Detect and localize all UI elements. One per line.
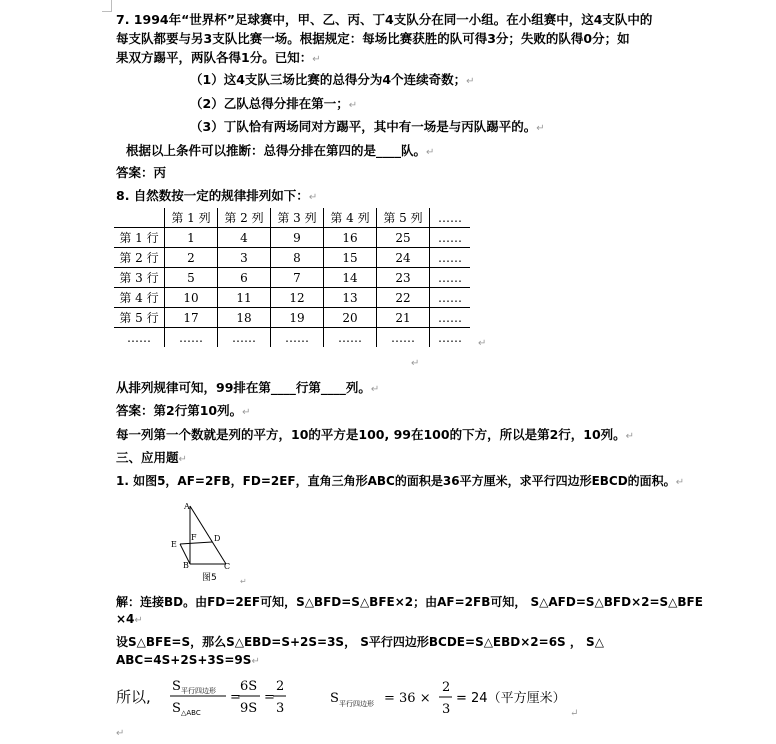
table-row-header: ……	[114, 328, 165, 348]
table-cell: ……	[324, 328, 377, 348]
paragraph-mark: ↵	[308, 192, 318, 203]
table-cell: 24	[377, 248, 430, 268]
q7-line2: 每支队都要与另3支队比赛一场。根据规定：每场比赛获胜的队可得3分；失败的队得0分；如	[116, 31, 630, 46]
figure-label-a: A	[184, 502, 190, 511]
paragraph-mark: ↵	[312, 54, 321, 65]
paragraph-mark: ↵	[370, 384, 380, 395]
table-cell: 5	[165, 268, 218, 288]
table-cell: ……	[430, 328, 471, 348]
section-heading: 三、应用题↵	[116, 450, 187, 465]
figure-label-b: B	[183, 561, 189, 570]
solution-line-1: 解：连接BD。由FD=2EF可知，S△BFD=S△BFE×2；由AF=2FB可知， S△AFD=S△BFD×2=S△BFE	[116, 595, 703, 609]
table-cell: 9	[271, 228, 324, 248]
paragraph-mark: ↵	[466, 76, 475, 87]
table-cell: 23	[377, 268, 430, 288]
table-row	[114, 268, 470, 288]
formula-frac3-num: 2	[276, 679, 285, 694]
paragraph-mark: ↵	[675, 477, 685, 488]
paragraph-mark: ↵	[116, 728, 125, 739]
table-cell: 13	[324, 288, 377, 308]
formula-frac1-num-sub: 平行四边形	[181, 687, 216, 695]
table-cell: ……	[271, 328, 324, 348]
formula-rhs-result: = 24（平方厘米）	[456, 691, 566, 706]
q1-text: 1. 如图5，AF=2FB，FD=2EF，直角三角形ABC的面积是36平方厘米，求平行四边形EBCD的面积。↵	[116, 474, 685, 488]
table-cell: 6	[218, 268, 271, 288]
table-cell: 12	[271, 288, 324, 308]
q7-line1: 7. 1994年“世界杯”足球赛中，甲、乙、丙、丁4支队分在同一小组。在小组赛中，这4支队中的	[116, 12, 653, 27]
paragraph-mark: ↵	[426, 147, 435, 158]
table-header-cell: ……	[430, 208, 471, 228]
q8-title: 8. 自然数按一定的规律排列如下：↵	[116, 188, 318, 203]
formula-equals: =	[264, 690, 275, 705]
table-header-row	[114, 208, 470, 228]
q7-answer: 答案：丙	[116, 165, 167, 180]
formula-rhs-s: S	[330, 691, 339, 706]
table-cell: 14	[324, 268, 377, 288]
paragraph-mark: ↵	[625, 431, 635, 442]
table-row	[114, 328, 470, 348]
table-cell: ……	[430, 248, 471, 268]
paragraph-mark: ↵	[411, 358, 420, 369]
figure-label-f: F	[191, 533, 197, 542]
solution-line-4: ABC=4S+2S+3S=9S↵	[116, 653, 260, 667]
paragraph-mark: ↵	[251, 656, 260, 667]
paragraph-mark: ↵	[570, 708, 579, 719]
table-cell: 20	[324, 308, 377, 328]
table-cell: ……	[430, 268, 471, 288]
q7-condition-1: （1）这4支队三场比赛的总得分为4个连续奇数；↵	[190, 72, 475, 87]
paragraph-mark: ↵	[178, 454, 187, 465]
q7-condition-3: （3）丁队恰有两场同对方踢平，其中有一场是与丙队踢平的。↵	[190, 119, 545, 134]
formula-frac1-den-sub: △ABC	[181, 709, 201, 717]
table-row	[114, 248, 470, 268]
table-row-header: 第 5 行	[114, 308, 165, 328]
solution-line-2: ×4↵	[116, 612, 143, 626]
q7-condition-2: （2）乙队总得分排在第一；↵	[190, 96, 358, 111]
paragraph-mark: ↵	[536, 123, 545, 134]
formula-rhs-expr: = 36 ×	[384, 691, 431, 706]
q8-explanation: 每一列第一个数就是列的平方，10的平方是100, 99在100的下方，所以是第2行，10列。↵	[116, 427, 635, 442]
paragraph-mark: ↵	[134, 615, 143, 626]
paragraph-mark: ↵	[348, 100, 358, 111]
table-cell: 17	[165, 308, 218, 328]
table-cell: 3	[218, 248, 271, 268]
table-header-cell: 第 4 列	[324, 208, 377, 228]
formula-prefix: 所以,	[116, 688, 151, 706]
table-cell: 21	[377, 308, 430, 328]
table-cell: 16	[324, 228, 377, 248]
table-row-header: 第 3 行	[114, 268, 165, 288]
table-cell: 18	[218, 308, 271, 328]
table-cell	[114, 208, 165, 228]
table-header-cell: 第 2 列	[218, 208, 271, 228]
area-ratio-formula	[112, 672, 592, 722]
table-cell: ……	[377, 328, 430, 348]
q8-answer: 答案：第2行第10列。↵	[116, 403, 251, 418]
table-cell: 7	[271, 268, 324, 288]
paragraph-mark: ↵	[478, 338, 487, 349]
table-row	[114, 288, 470, 308]
table-row	[114, 308, 470, 328]
table-row-header: 第 1 行	[114, 228, 165, 248]
table-cell: ……	[430, 288, 471, 308]
table-cell: 10	[165, 288, 218, 308]
formula-rhs-sub: 平行四边形	[339, 700, 374, 708]
table-cell: 11	[218, 288, 271, 308]
table-cell: 19	[271, 308, 324, 328]
table-cell: 4	[218, 228, 271, 248]
solution-line-3: 设S△BFE=S，那么S△EBD=S+2S=3S， S平行四边形BCDE=S△EBD×2=6S ， S△	[116, 635, 604, 649]
table-cell: ……	[218, 328, 271, 348]
formula-rhs-frac-den: 3	[442, 702, 451, 717]
q7-line3: 果双方踢平，两队各得1分。已知：↵	[116, 50, 321, 65]
figure-5-triangle-diagram	[162, 498, 258, 590]
formula-frac1-num: S	[172, 679, 181, 694]
formula-equals: =	[230, 690, 241, 705]
table-cell: ……	[165, 328, 218, 348]
paragraph-mark: ↵	[242, 407, 251, 418]
paragraph-mark: ↵	[240, 577, 247, 586]
figure-label-e: E	[171, 540, 177, 549]
table-row	[114, 228, 470, 248]
q8-question: 从排列规律可知，99排在第____行第____列。↵	[116, 380, 380, 395]
formula-rhs-frac-num: 2	[442, 680, 451, 695]
table-header-cell: 第 3 列	[271, 208, 324, 228]
formula-frac2-den: 9S	[240, 701, 258, 716]
table-header-cell: 第 5 列	[377, 208, 430, 228]
table-cell: 15	[324, 248, 377, 268]
figure-label-d: D	[214, 534, 221, 543]
formula-frac2-num: 6S	[240, 679, 258, 694]
number-pattern-table	[114, 208, 470, 347]
table-header-cell: 第 1 列	[165, 208, 218, 228]
table-row-header: 第 2 行	[114, 248, 165, 268]
q7-question: 根据以上条件可以推断：总得分排在第四的是____队。↵	[126, 143, 435, 158]
table-cell: ……	[430, 308, 471, 328]
table-cell: ……	[430, 228, 471, 248]
table-cell: 2	[165, 248, 218, 268]
figure-caption: 图5	[202, 573, 217, 583]
table-cell: 8	[271, 248, 324, 268]
margin-corner-mark	[102, 11, 112, 12]
table-cell: 1	[165, 228, 218, 248]
formula-frac3-den: 3	[276, 701, 285, 716]
table-cell: 22	[377, 288, 430, 308]
table-cell: 25	[377, 228, 430, 248]
figure-label-c: C	[224, 562, 231, 571]
formula-frac1-den: S	[172, 701, 181, 716]
table-row-header: 第 4 行	[114, 288, 165, 308]
